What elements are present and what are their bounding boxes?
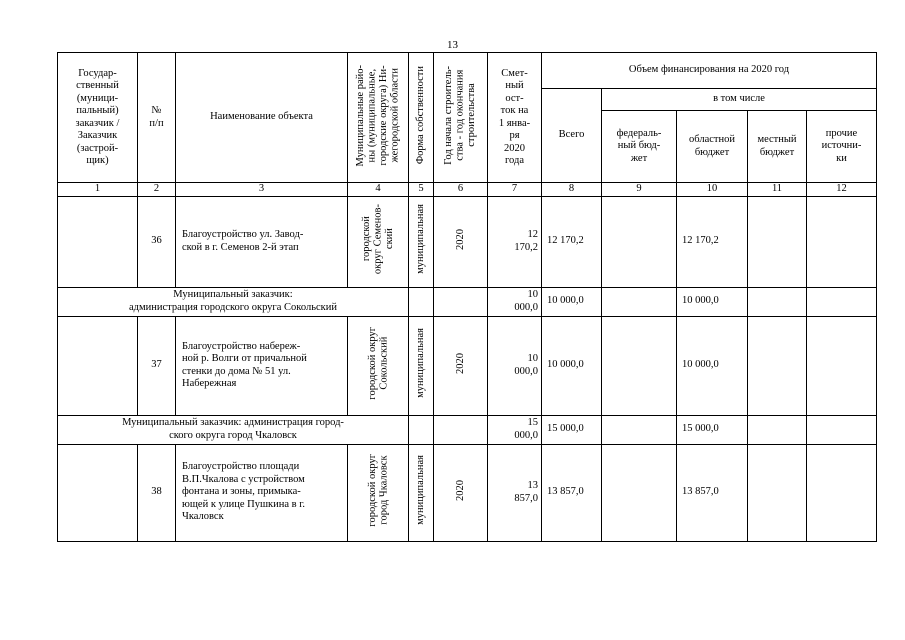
table-row xyxy=(58,316,877,415)
header-other: прочие источни- ки xyxy=(807,111,877,183)
customer-cell xyxy=(58,444,138,541)
header-number: № п/п xyxy=(138,53,176,183)
local-cell xyxy=(748,196,807,287)
header-funding: Объем финансирования на 2020 год xyxy=(542,53,877,89)
empty-cell xyxy=(434,415,488,444)
subtotal-label: Муниципальный заказчик: администрация город- ского округа город Чкаловск xyxy=(58,415,409,444)
column-number: 2 xyxy=(138,183,176,197)
customer-cell xyxy=(58,316,138,415)
regional-cell: 12 170,2 xyxy=(677,196,748,287)
local-cell xyxy=(748,444,807,541)
empty-cell xyxy=(409,287,434,316)
year-cell: 2020 xyxy=(434,444,488,541)
other-cell xyxy=(807,444,877,541)
federal-cell xyxy=(602,196,677,287)
header-years: Год начала строитель- ства - год окончания строительства xyxy=(434,53,488,183)
header-ownership: Форма собственности xyxy=(409,53,434,183)
subtotal-remainder: 15 000,0 xyxy=(488,415,542,444)
header-customer: Государ- ственный (муници- пальный) заказчик / Заказчик (застрой- щик) xyxy=(58,53,138,183)
total-cell: 13 857,0 xyxy=(542,444,602,541)
empty-cell xyxy=(807,287,877,316)
page-number: 13 xyxy=(447,39,458,51)
year-cell: 2020 xyxy=(434,316,488,415)
header-total: Всего xyxy=(542,89,602,183)
header-remainder: Смет- ный ост- ток на 1 янва- ря 2020 года xyxy=(488,53,542,183)
header-local: местный бюджет xyxy=(748,111,807,183)
object-name: Благоустройство набереж- ной р. Волги от причальной стенки до дома № 51 ул. Набережная xyxy=(176,316,348,415)
municipality-cell: городской округ город Чкаловск xyxy=(348,444,409,541)
header-including: в том числе xyxy=(602,89,877,111)
federal-cell xyxy=(602,316,677,415)
column-numbers-row xyxy=(58,183,877,197)
subtotal-row xyxy=(58,287,877,316)
column-number: 4 xyxy=(348,183,409,197)
ownership-cell: муниципальная xyxy=(409,444,434,541)
subtotal-regional: 15 000,0 xyxy=(677,415,748,444)
ownership-cell: муниципальная xyxy=(409,196,434,287)
empty-cell xyxy=(807,415,877,444)
row-number: 36 xyxy=(138,196,176,287)
column-number: 6 xyxy=(434,183,488,197)
column-number: 3 xyxy=(176,183,348,197)
table-row xyxy=(58,444,877,541)
column-number: 8 xyxy=(542,183,602,197)
column-number: 5 xyxy=(409,183,434,197)
remainder-cell: 10 000,0 xyxy=(488,316,542,415)
municipality-cell: городской округ Сокольский xyxy=(348,316,409,415)
row-number: 37 xyxy=(138,316,176,415)
remainder-cell: 13 857,0 xyxy=(488,444,542,541)
header-object-name: Наименование объекта xyxy=(176,53,348,183)
subtotal-total: 15 000,0 xyxy=(542,415,602,444)
empty-cell xyxy=(748,415,807,444)
column-number: 7 xyxy=(488,183,542,197)
empty-cell xyxy=(602,415,677,444)
column-number: 10 xyxy=(677,183,748,197)
regional-cell: 10 000,0 xyxy=(677,316,748,415)
header-municipality: Муниципальные райо- ны (муниципальные, городские округа) Ни- жегородской области xyxy=(348,53,409,183)
remainder-cell: 12 170,2 xyxy=(488,196,542,287)
federal-cell xyxy=(602,444,677,541)
object-name: Благоустройство ул. Завод- ской в г. Семенов 2-й этап xyxy=(176,196,348,287)
column-number: 1 xyxy=(58,183,138,197)
column-number: 12 xyxy=(807,183,877,197)
local-cell xyxy=(748,316,807,415)
column-number: 11 xyxy=(748,183,807,197)
empty-cell xyxy=(602,287,677,316)
empty-cell xyxy=(434,287,488,316)
header-regional: областной бюджет xyxy=(677,111,748,183)
subtotal-total: 10 000,0 xyxy=(542,287,602,316)
empty-cell xyxy=(748,287,807,316)
subtotal-row xyxy=(58,415,877,444)
subtotal-regional: 10 000,0 xyxy=(677,287,748,316)
regional-cell: 13 857,0 xyxy=(677,444,748,541)
row-number: 38 xyxy=(138,444,176,541)
total-cell: 10 000,0 xyxy=(542,316,602,415)
other-cell xyxy=(807,316,877,415)
year-cell: 2020 xyxy=(434,196,488,287)
table-row xyxy=(58,196,877,287)
object-name: Благоустройство площади В.П.Чкалова с устройством фонтана и зоны, примыка- ющей к улице Пушкина в г. Чкаловск xyxy=(176,444,348,541)
column-number: 9 xyxy=(602,183,677,197)
header-federal: федераль- ный бюд- жет xyxy=(602,111,677,183)
subtotal-remainder: 10 000,0 xyxy=(488,287,542,316)
other-cell xyxy=(807,196,877,287)
total-cell: 12 170,2 xyxy=(542,196,602,287)
empty-cell xyxy=(409,415,434,444)
financing-table xyxy=(57,52,877,542)
customer-cell xyxy=(58,196,138,287)
municipality-cell: городской округ Семенов- ский xyxy=(348,196,409,287)
header-row-1 xyxy=(58,53,877,89)
subtotal-label: Муниципальный заказчик: администрация городского округа Сокольский xyxy=(58,287,409,316)
ownership-cell: муниципальная xyxy=(409,316,434,415)
